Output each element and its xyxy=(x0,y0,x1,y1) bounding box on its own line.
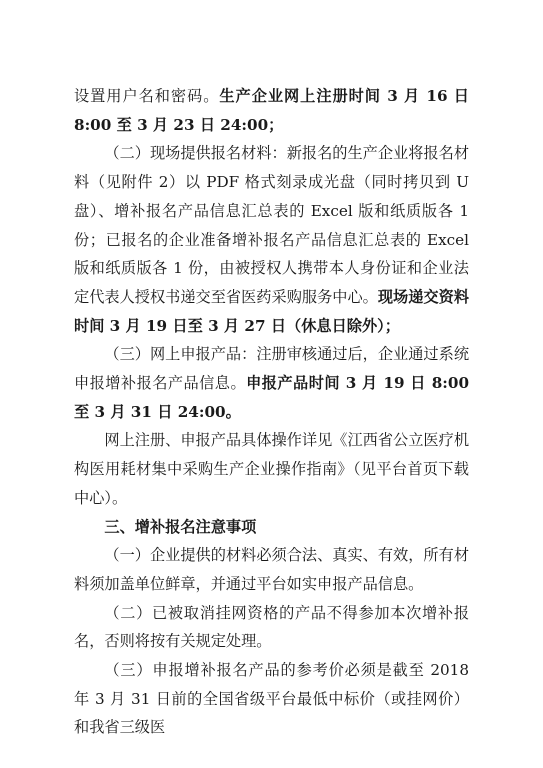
paragraph-operation-guide xyxy=(74,426,469,512)
note-item-3: （三）申报增补报名产品的参考价必须是截至 2018 年 3 月 31 日前的全国省级平台最低中标价（或挂网价）和我省三级医 xyxy=(74,661,469,737)
paragraph-text: （三）网上申报产品：注册审核通过后，企业通过系统申报增补报名产品信息。 xyxy=(74,345,469,393)
paragraph-onsite-materials xyxy=(74,139,469,340)
paragraph-bold-text: 现场递交资料时间 3 月 19 日至 3 月 27 日（休息日除外）； xyxy=(74,287,470,335)
paragraph-text: （二）现场提供报名材料：新报名的生产企业将报名材料（见附件 2）以 PDF 格式刻录成光盘（同时拷贝到 U 盘）、增补报名产品信息汇总表的 Excel 版和纸质版各 1 份；已报名的企业准备增补报名产品信息汇总表的 Excel 版和纸质版各 1 份，由被授权人携带本人身份证和企业法定代表人授权书递交至省医药采购服务中心。 xyxy=(74,144,469,306)
section-heading: 三、增补报名注意事项 xyxy=(104,517,257,536)
paragraph-text: 网上注册、申报产品具体操作详见《江西省公立医疗机构医用耗材集中采购生产企业操作指南》（见平台首页下载中心）。 xyxy=(74,431,469,507)
note-item-1: （一）企业提供的材料必须合法、真实、有效，所有材料须加盖单位鲜章，并通过平台如实申报产品信息。 xyxy=(74,546,469,593)
paragraph-bold-text: 生产企业网上注册时间 3 月 16 日 8:00 至 3 月 23 日 24:00； xyxy=(74,87,469,134)
paragraph-registration-time xyxy=(74,82,469,139)
paragraph-bold-text: 申报产品时间 3 月 19 日 8:00 至 3 月 31 日 24:00。 xyxy=(74,374,470,421)
paragraph-text: 设置用户名和密码。 xyxy=(74,87,220,105)
note-item-2: （二）已被取消挂网资格的产品不得参加本次增补报名，否则将按有关规定处理。 xyxy=(74,603,469,651)
paragraph-online-declaration xyxy=(74,340,469,426)
